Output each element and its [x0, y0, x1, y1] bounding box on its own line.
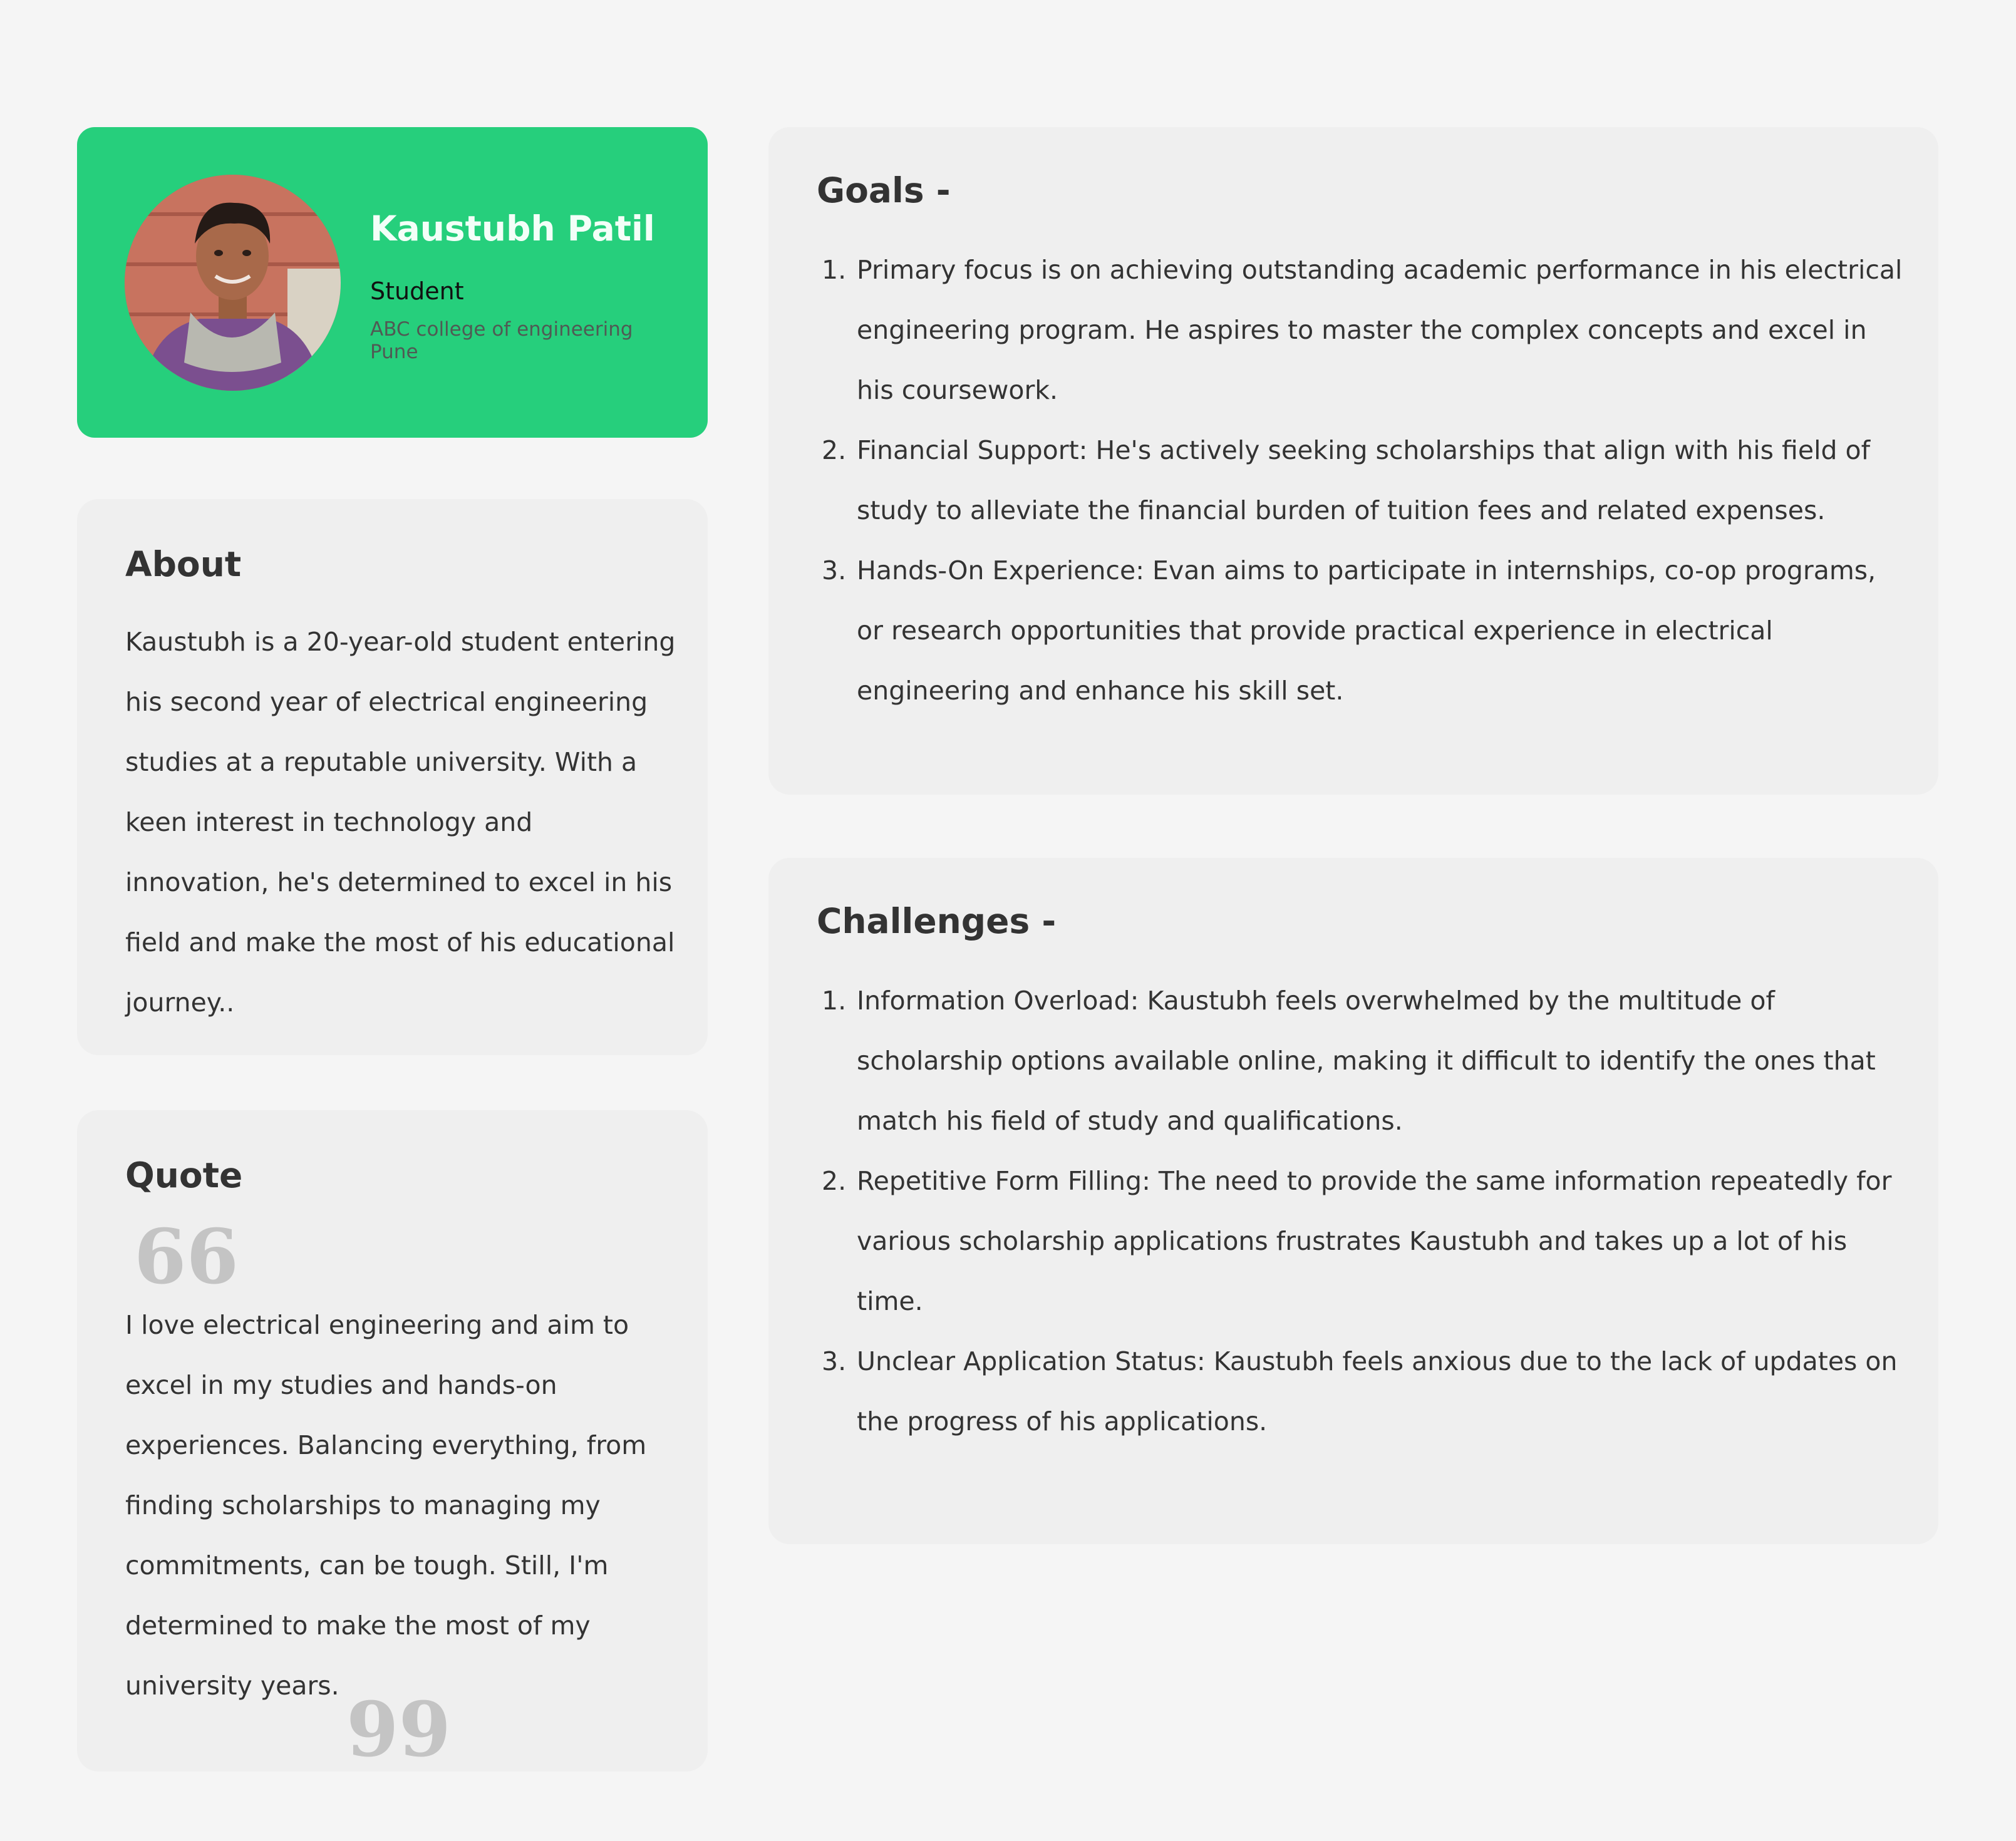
goal-text: Primary focus is on achieving outstanding academic performance in his electrical engineering program. He aspires to master the complex concepts and excel in his coursework. — [857, 255, 1903, 405]
challenge-number: 1. — [822, 986, 847, 1016]
quote-title: Quote — [125, 1155, 243, 1195]
challenge-text: Unclear Application Status: Kaustubh feels anxious due to the lack of updates on the progress of his applications. — [857, 1346, 1898, 1436]
open-quote-icon: 66 — [134, 1213, 239, 1301]
challenge-item — [817, 971, 1906, 1151]
profile-card — [77, 127, 708, 438]
about-title: About — [125, 544, 242, 584]
goal-number: 1. — [822, 255, 847, 285]
about-card — [77, 499, 708, 1055]
goals-list — [817, 240, 1906, 721]
avatar-image — [125, 175, 341, 391]
goal-text: Financial Support: He's actively seeking scholarships that align with his field of study to alleviate the financial burden of tuition fees and related expenses. — [857, 435, 1871, 525]
profile-college: ABC college of engineering Pune — [370, 318, 633, 363]
close-quote-icon: 99 — [346, 1686, 451, 1774]
challenge-item — [817, 1331, 1906, 1452]
goals-card — [768, 127, 1938, 795]
challenge-number: 3. — [822, 1346, 847, 1376]
profile-name: Kaustubh Patil — [370, 209, 655, 249]
goal-number: 2. — [822, 435, 847, 465]
goal-number: 3. — [822, 555, 847, 585]
challenges-card — [768, 858, 1938, 1544]
challenge-text: Information Overload: Kaustubh feels overwhelmed by the multitude of scholarship options available online, making it difficult to identify the ones that match his field of study and qualifications. — [857, 986, 1876, 1136]
goal-text: Hands-On Experience: Evan aims to participate in internships, co-op programs, or research opportunities that provide practical experience in electrical engineering and enhance his skill set. — [857, 555, 1876, 706]
challenges-list — [817, 971, 1906, 1452]
quote-text: I love electrical engineering and aim to excel in my studies and hands-on experiences. Balancing everything, from finding scholarships to managing my commitments, can be tough. Still, I'm determined to make the most of my university years. — [125, 1310, 647, 1701]
profile-role: Student — [370, 277, 464, 305]
challenges-title: Challenges - — [817, 901, 1057, 941]
goals-title: Goals - — [817, 170, 951, 210]
challenge-text: Repetitive Form Filling: The need to provide the same information repeatedly for various scholarship applications frustrates Kaustubh and takes up a lot of his time. — [857, 1166, 1892, 1316]
challenge-number: 2. — [822, 1166, 847, 1196]
challenge-item — [817, 1151, 1906, 1331]
quote-card — [77, 1110, 708, 1774]
goal-item — [817, 540, 1906, 721]
about-text: Kaustubh is a 20-year-old student entering his second year of electrical engineering studies at a reputable university. With a keen interest in technology and innovation, he's determined to excel in his field and make the most of his educational journey.. — [125, 627, 676, 1018]
goal-item — [817, 420, 1906, 540]
goal-item — [817, 240, 1906, 420]
avatar — [125, 175, 341, 391]
